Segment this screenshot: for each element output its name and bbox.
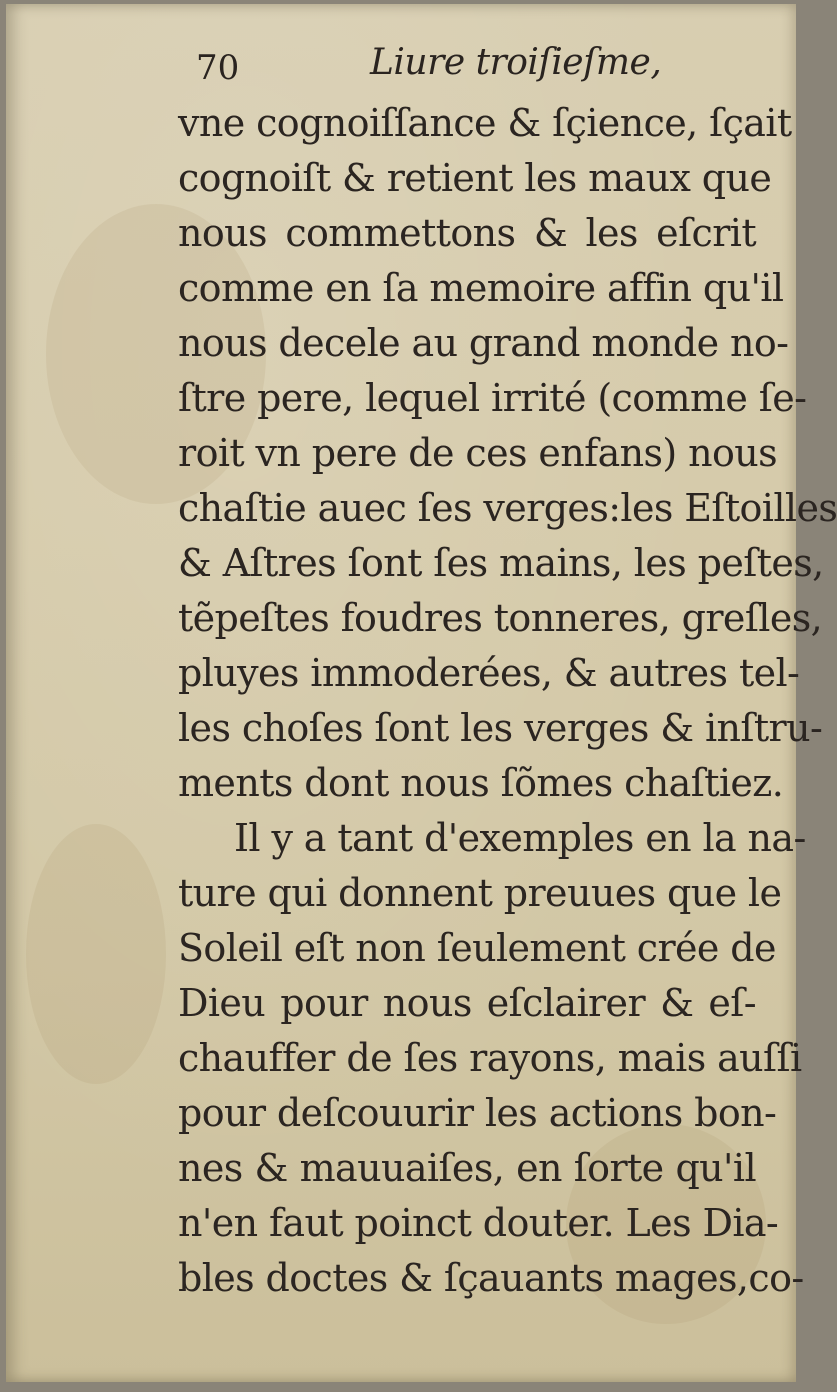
page-number: 70 [196, 48, 240, 88]
text-line: n'en faut poinct douter. Les Dia- [178, 1201, 779, 1245]
text-line: ſtre pere, lequel irrité (comme ſe- [178, 376, 807, 420]
text-line: chauffer de ſes rayons, mais auſſi [178, 1036, 802, 1080]
text-line: nous decele au grand monde no- [178, 321, 789, 365]
text-line: pour deſcouurir les actions bon- [178, 1091, 777, 1135]
book-page [6, 4, 837, 1382]
text-line: chaſtie auec ſes verges:les Eſtoilles [178, 486, 837, 530]
text-line: ture qui donnent preuues que le [178, 871, 782, 915]
text-line: cognoiſt & retient les maux que [178, 156, 772, 200]
paper-stain [26, 824, 166, 1084]
text-line: Soleil eſt non ſeulement crée de [178, 926, 776, 970]
text-line: comme en ſa memoire affin qu'il [178, 266, 784, 310]
text-line: & Aſtres ſont ſes mains, les peſtes, [178, 541, 824, 585]
running-head: Liure troiſieſme, [370, 42, 662, 83]
text-line: tẽpeſtes foudres tonneres, greſles, [178, 596, 823, 640]
text-line: les choſes ſont les verges & inſtru- [178, 706, 823, 750]
paragraph-first-line: Il y a tant d'exemples en la na- [234, 816, 806, 860]
body-text [178, 96, 837, 1306]
text-line: Dieu pour nous eſclairer & eſ- [178, 981, 756, 1025]
page-header [196, 42, 696, 92]
text-line: ments dont nous ſõmes chaſtiez. [178, 761, 784, 805]
text-line: bles doctes & ſçauants mages,co- [178, 1256, 804, 1300]
text-line: roit vn pere de ces enfans) nous [178, 431, 778, 475]
text-line: pluyes immoderées, & autres tel- [178, 651, 800, 695]
text-line: nes & mauuaiſes, en ſorte qu'il [178, 1146, 756, 1190]
text-line: vne cognoiſſance & ſçience, ſçait [178, 101, 792, 145]
text-line: nous commettons & les eſcrit [178, 211, 756, 255]
